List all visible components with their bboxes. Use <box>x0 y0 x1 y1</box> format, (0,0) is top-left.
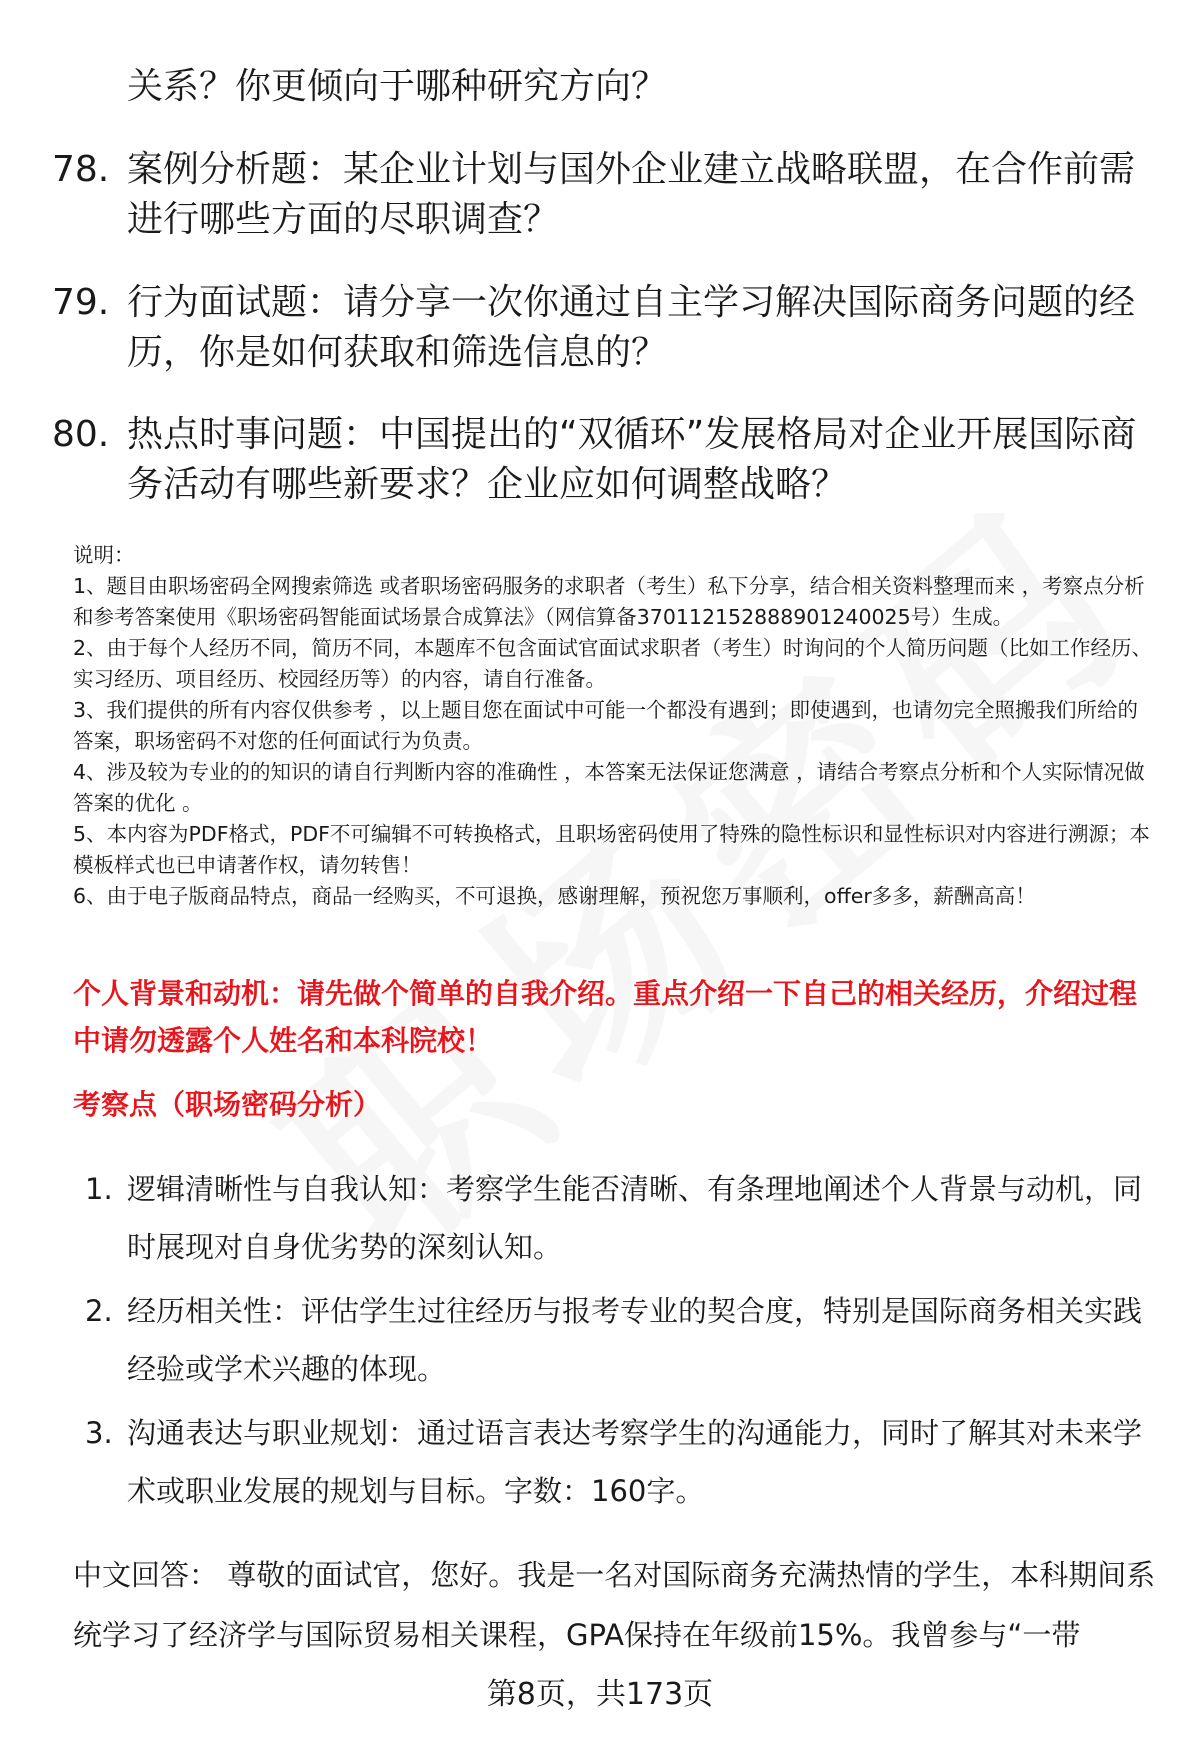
point-number: 1. <box>85 1172 113 1206</box>
notes-title: 说明： <box>73 543 135 567</box>
point-text: 沟通表达与职业规划：通过语言表达考察学生的沟通能力，同时了解其对未来学术或职业发展的规划与目标。字数：160字。 <box>127 1416 1143 1508</box>
question-79 <box>52 278 1152 378</box>
point-number: 2. <box>85 1294 113 1328</box>
question-continuation <box>52 62 1152 112</box>
question-text: 案例分析题：某企业计划与国外企业建立战略联盟，在合作前需进行哪些方面的尽职调查？ <box>127 149 1136 240</box>
note-line: 1、题目由职场密码全网搜索筛选 或者职场密码服务的求职者（考生）私下分享，结合相关资料整理而来 ，考察点分析和参考答案使用《职场密码智能面试场景合成算法》（网信算备370112152888901240025号）生成。 <box>73 574 1145 629</box>
point-number: 3. <box>85 1416 113 1450</box>
question-continuation-text: 关系？你更倾向于哪种研究方向？ <box>127 66 668 107</box>
point-text: 逻辑清晰性与自我认知：考察学生能否清晰、有条理地阐述个人背景与动机，同时展现对自身优劣势的深刻认知。 <box>127 1172 1143 1264</box>
note-line: 4、涉及较为专业的的知识的请自行判断内容的准确性 ，本答案无法保证您满意 ，请结合考察点分析和个人实际情况做答案的优化 。 <box>73 760 1145 815</box>
question-number: 80. <box>52 414 110 455</box>
question-text: 热点时事问题：中国提出的“双循环”发展格局对企业开展国际商务活动有哪些新要求？企业应如何调整战略？ <box>127 414 1137 505</box>
question-text: 行为面试题：请分享一次你通过自主学习解决国际商务问题的经历，你是如何获取和筛选信息的？ <box>127 282 1136 373</box>
interview-question-title: 个人背景和动机：请先做个简单的自我介绍。重点介绍一下自己的相关经历，介绍过程中请勿透露个人姓名和本科院校！ <box>73 977 1138 1057</box>
page-footer: 第8页，共173页 <box>486 1677 714 1712</box>
question-number: 78. <box>52 149 110 190</box>
analysis-heading: 考察点（职场密码分析） <box>73 1088 382 1121</box>
question-80 <box>52 410 1152 510</box>
note-line: 3、我们提供的所有内容仅供参考 ，以上题目您在面试中可能一个都没有遇到；即使遇到，也请勿完全照搬我们所给的答案，职场密码不对您的任何面试行为负责。 <box>73 698 1139 753</box>
question-number: 79. <box>52 282 110 323</box>
analysis-point <box>85 1404 1165 1520</box>
analysis-point <box>85 1282 1165 1398</box>
point-text: 经历相关性：评估学生过往经历与报考专业的契合度，特别是国际商务相关实践经验或学术兴趣的体现。 <box>127 1294 1143 1386</box>
note-line: 5、本内容为PDF格式，PDF不可编辑不可转换格式，且职场密码使用了特殊的隐性标识和显性标识对内容进行溯源；本模板样式也已申请著作权，请勿转售！ <box>73 822 1150 877</box>
question-78 <box>52 145 1152 245</box>
note-line: 6、由于电子版商品特点，商品一经购买，不可退换，感谢理解，预祝您万事顺利，offer多多，薪酬高高！ <box>73 884 1036 908</box>
notes-section <box>73 540 1158 912</box>
analysis-points <box>85 1160 1165 1526</box>
note-line: 2、由于每个人经历不同，简历不同，本题库不包含面试官面试求职者（考生）时询问的个人简历问题（比如工作经历、实习经历、项目经历、校园经历等）的内容，请自行准备。 <box>73 636 1153 691</box>
analysis-point <box>85 1160 1165 1276</box>
answer-text: 中文回答： 尊敬的面试官，您好。我是一名对国际商务充满热情的学生，本科期间系统学习了经济学与国际贸易相关课程，GPA保持在年级前15%。我曾参与“一带 <box>73 1558 1156 1652</box>
